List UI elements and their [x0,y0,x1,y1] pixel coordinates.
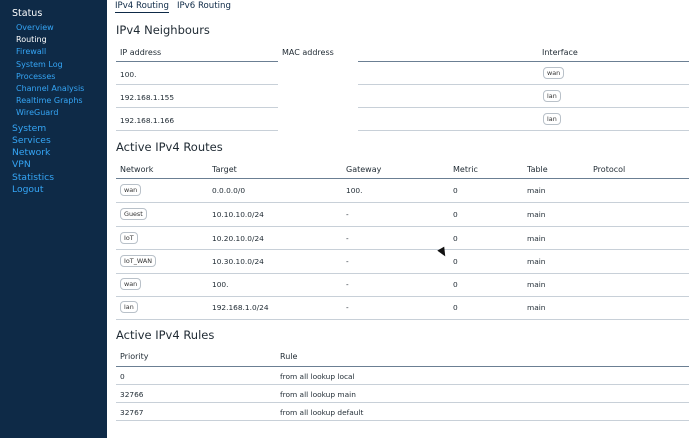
header-table: Table [527,165,548,174]
nav-overview[interactable]: Overview [16,23,54,32]
rule-priority: 0 [120,372,125,381]
header-rule [116,61,278,62]
nav-routing[interactable]: Routing [16,35,47,45]
header-protocol: Protocol [593,165,626,174]
header-mac-address: MAC address [282,48,334,57]
row-divider [116,107,278,108]
nav-channel-analysis[interactable]: Channel Analysis [16,83,85,93]
nav-system-log[interactable]: System Log [16,59,63,69]
rule-text: from all lookup local [280,372,355,381]
rule-text: from all lookup default [280,408,364,417]
route-table: main [527,186,546,195]
row-divider [116,402,689,403]
route-table: main [527,257,546,266]
neighbour-ip: 192.168.1.155 [120,93,175,102]
tab-ipv6-routing[interactable]: IPv6 Routing [176,1,231,11]
header-ip-address: IP address [120,48,162,57]
row-divider [116,249,689,250]
nav-logout[interactable]: Logout [12,183,44,195]
status-submenu [0,22,107,120]
network-badge: Guest [120,208,147,220]
row-divider [116,130,278,131]
route-table: main [527,280,546,289]
header-interface: Interface [542,48,578,57]
row-divider [116,319,689,320]
route-metric: 0 [453,186,458,195]
header-rule [116,178,689,179]
header-target: Target [212,165,237,174]
routes-title: Active IPv4 Routes [116,140,223,154]
route-target: 100. [212,280,229,289]
header-network: Network [120,165,154,174]
network-badge: IoT [120,232,138,244]
rule-text: from all lookup main [280,390,356,399]
route-gateway: - [346,234,349,243]
header-rule: Rule [280,352,298,361]
row-divider [116,202,689,203]
interface-badge: lan [543,113,561,125]
row-divider [116,384,689,385]
route-table: main [527,210,546,219]
row-divider [116,226,689,227]
header-gateway: Gateway [346,165,382,174]
nav-realtime-graphs[interactable]: Realtime Graphs [16,96,83,106]
nav-system[interactable]: System [12,122,47,134]
nav-processes[interactable]: Processes [16,71,56,81]
header-rule-line [116,366,689,367]
routing-tabs [115,0,239,14]
nav-status[interactable]: Status [12,8,43,19]
row-divider [116,84,278,85]
row-divider [358,84,689,85]
sidebar [0,0,107,438]
route-target: 192.168.1.0/24 [212,303,269,312]
route-gateway: - [346,303,349,312]
interface-badge: wan [543,67,564,79]
header-rule [358,61,689,62]
row-divider [358,130,689,131]
neighbour-ip: 100. [120,70,137,79]
nav-wireguard[interactable]: WireGuard [16,108,59,118]
rule-priority: 32767 [120,408,144,417]
nav-network[interactable]: Network [12,147,51,159]
rules-title: Active IPv4 Rules [116,328,215,342]
row-divider [358,107,689,108]
route-gateway: - [346,257,349,266]
route-table: main [527,303,546,312]
main-content [107,0,690,438]
route-gateway: - [346,210,349,219]
tab-ipv4-routing[interactable]: IPv4 Routing [115,1,169,11]
route-metric: 0 [453,303,458,312]
header-metric: Metric [453,165,478,174]
route-metric: 0 [453,280,458,289]
neighbour-ip: 192.168.1.166 [120,116,175,125]
route-target: 10.20.10.0/24 [212,234,264,243]
route-target: 0.0.0.0/0 [212,186,246,195]
interface-badge: lan [543,90,561,102]
rule-priority: 32766 [120,390,144,399]
network-badge: IoT_WAN [120,255,156,267]
nav-statistics[interactable]: Statistics [12,171,54,183]
row-divider [116,420,689,421]
row-divider [116,296,689,297]
route-target: 10.10.10.0/24 [212,210,264,219]
route-target: 10.30.10.0/24 [212,257,264,266]
nav-vpn[interactable]: VPN [12,159,31,171]
network-badge: wan [120,184,141,196]
nav-firewall[interactable]: Firewall [16,47,47,57]
route-gateway: - [346,280,349,289]
route-metric: 0 [453,210,458,219]
nav-services[interactable]: Services [12,134,51,146]
row-divider [116,273,689,274]
network-badge: lan [120,301,138,313]
route-gateway: 100. [346,186,363,195]
route-table: main [527,234,546,243]
neighbours-title: IPv4 Neighbours [116,23,210,37]
route-metric: 0 [453,257,458,266]
route-metric: 0 [453,234,458,243]
network-badge: wan [120,278,141,290]
header-priority: Priority [120,352,149,361]
